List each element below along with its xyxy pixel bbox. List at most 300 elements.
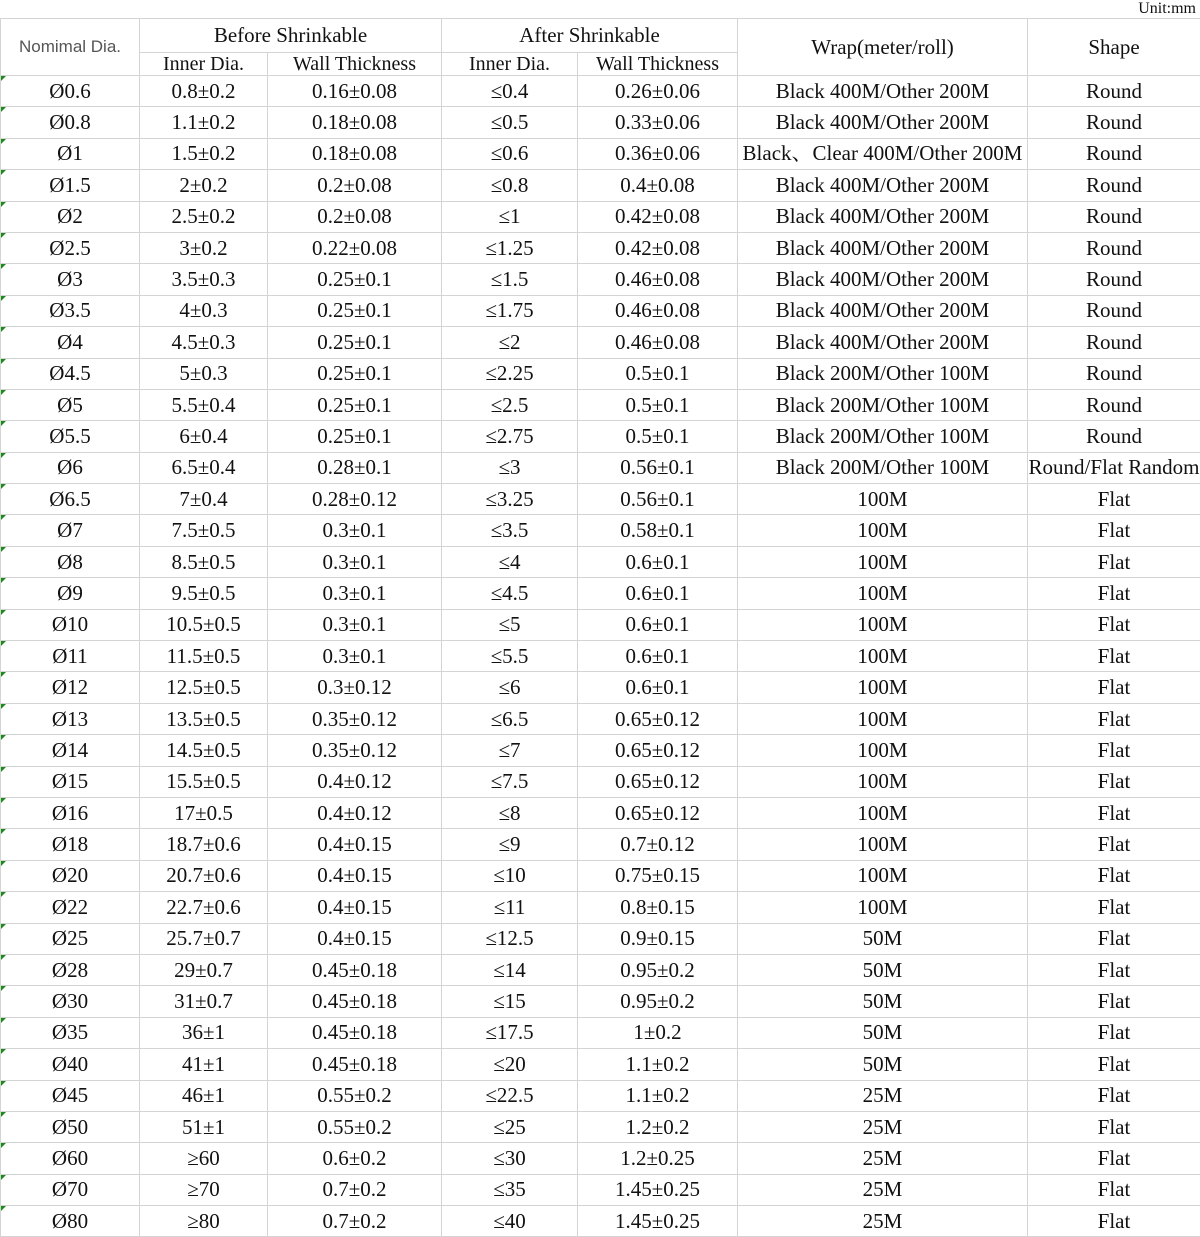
cell-wrap: 100M (738, 641, 1028, 672)
cell-wrap: Black、Clear 400M/Other 200M (738, 138, 1028, 169)
cell-before-inner-dia: ≥60 (140, 1143, 268, 1174)
cell-after-wall-thickness: 0.4±0.08 (578, 170, 738, 201)
cell-before-inner-dia: 10.5±0.5 (140, 609, 268, 640)
cell-nominal-dia (1, 766, 140, 797)
cell-marker-icon (1, 986, 6, 991)
cell-before-wall-thickness: 0.25±0.1 (268, 264, 442, 295)
cell-text: Ø14 (52, 738, 88, 762)
cell-before-wall-thickness: 0.3±0.1 (268, 641, 442, 672)
cell-after-inner-dia: ≤30 (442, 1143, 578, 1174)
cell-after-inner-dia: ≤6.5 (442, 703, 578, 734)
cell-before-inner-dia: ≥70 (140, 1174, 268, 1205)
cell-wrap: 50M (738, 986, 1028, 1017)
cell-shape: Flat (1028, 609, 1200, 640)
cell-nominal-dia (1, 484, 140, 515)
cell-nominal-dia (1, 138, 140, 169)
table-row (1, 923, 1200, 954)
cell-text: Ø22 (52, 895, 88, 919)
cell-before-wall-thickness: 0.45±0.18 (268, 1049, 442, 1080)
cell-nominal-dia (1, 954, 140, 985)
cell-shape: Round (1028, 264, 1200, 295)
cell-before-wall-thickness: 0.4±0.12 (268, 766, 442, 797)
cell-wrap: Black 400M/Other 200M (738, 76, 1028, 107)
cell-before-inner-dia: 5±0.3 (140, 358, 268, 389)
cell-wrap: Black 400M/Other 200M (738, 232, 1028, 263)
cell-shape: Round (1028, 201, 1200, 232)
cell-after-wall-thickness: 0.65±0.12 (578, 797, 738, 828)
cell-before-wall-thickness: 0.28±0.1 (268, 452, 442, 483)
cell-text: Ø2 (57, 204, 83, 228)
cell-after-wall-thickness: 0.33±0.06 (578, 107, 738, 138)
cell-before-wall-thickness: 0.7±0.2 (268, 1206, 442, 1237)
cell-wrap: 100M (738, 515, 1028, 546)
cell-text: Ø3.5 (49, 298, 90, 322)
cell-marker-icon (1, 798, 6, 803)
cell-before-inner-dia: 3.5±0.3 (140, 264, 268, 295)
cell-marker-icon (1, 170, 6, 175)
cell-wrap: 25M (738, 1174, 1028, 1205)
table-row (1, 389, 1200, 420)
cell-after-inner-dia: ≤14 (442, 954, 578, 985)
cell-after-inner-dia: ≤0.8 (442, 170, 578, 201)
cell-shape: Flat (1028, 484, 1200, 515)
cell-wrap: Black 400M/Other 200M (738, 264, 1028, 295)
table-row (1, 107, 1200, 138)
cell-after-wall-thickness: 0.36±0.06 (578, 138, 738, 169)
table-row (1, 672, 1200, 703)
cell-wrap: Black 200M/Other 100M (738, 421, 1028, 452)
cell-text: Ø25 (52, 926, 88, 950)
cell-shape: Flat (1028, 1080, 1200, 1111)
table-row (1, 735, 1200, 766)
table-row (1, 829, 1200, 860)
cell-marker-icon (1, 264, 6, 269)
cell-marker-icon (1, 453, 6, 458)
cell-text: Ø5.5 (49, 424, 90, 448)
cell-after-inner-dia: ≤1.5 (442, 264, 578, 295)
cell-after-inner-dia: ≤12.5 (442, 923, 578, 954)
cell-after-inner-dia: ≤9 (442, 829, 578, 860)
cell-after-inner-dia: ≤4.5 (442, 578, 578, 609)
cell-before-wall-thickness: 0.16±0.08 (268, 76, 442, 107)
cell-before-inner-dia: 1.1±0.2 (140, 107, 268, 138)
cell-marker-icon (1, 359, 6, 364)
cell-shape: Flat (1028, 578, 1200, 609)
cell-text: Ø28 (52, 958, 88, 982)
cell-after-inner-dia: ≤1.25 (442, 232, 578, 263)
cell-after-wall-thickness: 0.26±0.06 (578, 76, 738, 107)
table-row (1, 421, 1200, 452)
cell-after-wall-thickness: 1.45±0.25 (578, 1206, 738, 1237)
cell-text: Ø50 (52, 1115, 88, 1139)
cell-nominal-dia (1, 1143, 140, 1174)
cell-text: Ø80 (52, 1209, 88, 1233)
cell-before-wall-thickness: 0.18±0.08 (268, 138, 442, 169)
cell-after-wall-thickness: 0.56±0.1 (578, 452, 738, 483)
table-row (1, 515, 1200, 546)
cell-before-wall-thickness: 0.45±0.18 (268, 954, 442, 985)
cell-before-wall-thickness: 0.7±0.2 (268, 1174, 442, 1205)
cell-marker-icon (1, 1175, 6, 1180)
cell-after-inner-dia: ≤4 (442, 546, 578, 577)
cell-after-inner-dia: ≤20 (442, 1049, 578, 1080)
cell-wrap: 100M (738, 609, 1028, 640)
cell-marker-icon (1, 861, 6, 866)
cell-after-wall-thickness: 0.75±0.15 (578, 860, 738, 891)
cell-nominal-dia (1, 452, 140, 483)
cell-before-inner-dia: 20.7±0.6 (140, 860, 268, 891)
cell-marker-icon (1, 233, 6, 238)
table-row (1, 327, 1200, 358)
cell-text: Ø6.5 (49, 487, 90, 511)
cell-wrap: 50M (738, 1017, 1028, 1048)
table-row (1, 1174, 1200, 1205)
cell-shape: Round (1028, 138, 1200, 169)
cell-text: Ø35 (52, 1020, 88, 1044)
cell-nominal-dia (1, 829, 140, 860)
cell-before-inner-dia: 25.7±0.7 (140, 923, 268, 954)
cell-before-wall-thickness: 0.6±0.2 (268, 1143, 442, 1174)
cell-after-inner-dia: ≤2 (442, 327, 578, 358)
cell-marker-icon (1, 202, 6, 207)
cell-before-inner-dia: 9.5±0.5 (140, 578, 268, 609)
cell-before-wall-thickness: 0.3±0.12 (268, 672, 442, 703)
table-row (1, 138, 1200, 169)
cell-after-wall-thickness: 0.95±0.2 (578, 954, 738, 985)
cell-before-wall-thickness: 0.4±0.15 (268, 923, 442, 954)
table-row (1, 170, 1200, 201)
table-row (1, 484, 1200, 515)
cell-after-wall-thickness: 0.56±0.1 (578, 484, 738, 515)
table-row (1, 1143, 1200, 1174)
cell-marker-icon (1, 892, 6, 897)
cell-text: Ø10 (52, 612, 88, 636)
cell-nominal-dia (1, 295, 140, 326)
cell-wrap: 50M (738, 1049, 1028, 1080)
cell-nominal-dia (1, 892, 140, 923)
cell-after-wall-thickness: 0.6±0.1 (578, 609, 738, 640)
cell-after-inner-dia: ≤1.75 (442, 295, 578, 326)
cell-text: Ø9 (57, 581, 83, 605)
cell-marker-icon (1, 767, 6, 772)
cell-nominal-dia (1, 703, 140, 734)
cell-after-inner-dia: ≤5 (442, 609, 578, 640)
table-row (1, 1080, 1200, 1111)
cell-text: Ø13 (52, 707, 88, 731)
cell-text: Ø18 (52, 832, 88, 856)
cell-after-wall-thickness: 1±0.2 (578, 1017, 738, 1048)
cell-wrap: Black 400M/Other 200M (738, 170, 1028, 201)
cell-marker-icon (1, 1081, 6, 1086)
table-row (1, 358, 1200, 389)
header-row-top (1, 19, 1200, 53)
cell-wrap: 100M (738, 892, 1028, 923)
cell-after-wall-thickness: 0.5±0.1 (578, 421, 738, 452)
spec-table (0, 18, 1200, 1237)
cell-text: Ø40 (52, 1052, 88, 1076)
table-row (1, 76, 1200, 107)
cell-nominal-dia (1, 923, 140, 954)
cell-nominal-dia (1, 327, 140, 358)
cell-after-inner-dia: ≤2.75 (442, 421, 578, 452)
cell-shape: Round (1028, 76, 1200, 107)
cell-before-wall-thickness: 0.2±0.08 (268, 201, 442, 232)
cell-before-wall-thickness: 0.35±0.12 (268, 735, 442, 766)
cell-before-wall-thickness: 0.35±0.12 (268, 703, 442, 734)
cell-nominal-dia (1, 1111, 140, 1142)
cell-nominal-dia (1, 76, 140, 107)
table-row (1, 703, 1200, 734)
cell-before-inner-dia: 1.5±0.2 (140, 138, 268, 169)
cell-nominal-dia (1, 1080, 140, 1111)
cell-text: Ø1.5 (49, 173, 90, 197)
cell-shape: Round (1028, 170, 1200, 201)
cell-after-wall-thickness: 0.7±0.12 (578, 829, 738, 860)
cell-shape: Flat (1028, 860, 1200, 891)
cell-after-wall-thickness: 1.45±0.25 (578, 1174, 738, 1205)
cell-before-wall-thickness: 0.3±0.1 (268, 515, 442, 546)
cell-nominal-dia (1, 641, 140, 672)
cell-shape: Flat (1028, 829, 1200, 860)
cell-wrap: 100M (738, 829, 1028, 860)
cell-before-inner-dia: 13.5±0.5 (140, 703, 268, 734)
cell-before-inner-dia: 36±1 (140, 1017, 268, 1048)
cell-text: Ø0.8 (49, 110, 90, 134)
cell-before-wall-thickness: 0.25±0.1 (268, 295, 442, 326)
cell-nominal-dia (1, 1174, 140, 1205)
cell-nominal-dia (1, 578, 140, 609)
cell-before-wall-thickness: 0.4±0.15 (268, 860, 442, 891)
cell-wrap: Black 400M/Other 200M (738, 295, 1028, 326)
cell-shape: Flat (1028, 923, 1200, 954)
cell-after-inner-dia: ≤0.4 (442, 76, 578, 107)
cell-before-inner-dia: 3±0.2 (140, 232, 268, 263)
cell-shape: Round (1028, 389, 1200, 420)
table-row (1, 954, 1200, 985)
cell-after-wall-thickness: 0.6±0.1 (578, 546, 738, 577)
cell-shape: Round (1028, 421, 1200, 452)
cell-marker-icon (1, 515, 6, 520)
cell-shape: Flat (1028, 1174, 1200, 1205)
cell-wrap: 100M (738, 735, 1028, 766)
cell-before-inner-dia: 29±0.7 (140, 954, 268, 985)
cell-before-inner-dia: 2±0.2 (140, 170, 268, 201)
cell-before-wall-thickness: 0.25±0.1 (268, 389, 442, 420)
cell-after-wall-thickness: 0.6±0.1 (578, 578, 738, 609)
cell-before-wall-thickness: 0.2±0.08 (268, 170, 442, 201)
cell-text: Ø20 (52, 863, 88, 887)
cell-wrap: 100M (738, 797, 1028, 828)
cell-shape: Round (1028, 107, 1200, 138)
cell-before-inner-dia: 0.8±0.2 (140, 76, 268, 107)
cell-nominal-dia (1, 264, 140, 295)
cell-marker-icon (1, 76, 6, 81)
cell-nominal-dia (1, 389, 140, 420)
cell-marker-icon (1, 1112, 6, 1117)
cell-before-wall-thickness: 0.25±0.1 (268, 421, 442, 452)
cell-after-inner-dia: ≤7 (442, 735, 578, 766)
cell-nominal-dia (1, 107, 140, 138)
cell-marker-icon (1, 139, 6, 144)
cell-text: Ø8 (57, 550, 83, 574)
cell-after-wall-thickness: 0.65±0.12 (578, 766, 738, 797)
header-after-wall-thickness: Wall Thickness (578, 53, 738, 76)
cell-shape: Flat (1028, 703, 1200, 734)
header-before-wall-thickness: Wall Thickness (268, 53, 442, 76)
cell-text: Ø16 (52, 801, 88, 825)
cell-shape: Flat (1028, 892, 1200, 923)
spec-table-body (1, 76, 1200, 1237)
cell-before-wall-thickness: 0.45±0.18 (268, 1017, 442, 1048)
cell-marker-icon (1, 1049, 6, 1054)
cell-marker-icon (1, 1206, 6, 1211)
table-row (1, 546, 1200, 577)
header-before-shrinkable: Before Shrinkable (140, 19, 442, 53)
header-shape: Shape (1028, 19, 1200, 76)
cell-before-inner-dia: 41±1 (140, 1049, 268, 1080)
cell-after-wall-thickness: 0.6±0.1 (578, 672, 738, 703)
table-row (1, 860, 1200, 891)
cell-wrap: 50M (738, 923, 1028, 954)
cell-before-inner-dia: 12.5±0.5 (140, 672, 268, 703)
cell-shape: Round (1028, 358, 1200, 389)
cell-nominal-dia (1, 546, 140, 577)
cell-after-wall-thickness: 0.65±0.12 (578, 703, 738, 734)
cell-before-wall-thickness: 0.28±0.12 (268, 484, 442, 515)
cell-text: Ø60 (52, 1146, 88, 1170)
cell-shape: Flat (1028, 735, 1200, 766)
cell-wrap: 100M (738, 860, 1028, 891)
cell-nominal-dia (1, 1017, 140, 1048)
cell-after-inner-dia: ≤0.6 (442, 138, 578, 169)
cell-text: Ø2.5 (49, 236, 90, 260)
cell-text: Ø30 (52, 989, 88, 1013)
cell-before-wall-thickness: 0.4±0.15 (268, 829, 442, 860)
cell-after-wall-thickness: 1.2±0.25 (578, 1143, 738, 1174)
cell-after-inner-dia: ≤2.25 (442, 358, 578, 389)
cell-after-inner-dia: ≤25 (442, 1111, 578, 1142)
cell-wrap: 50M (738, 954, 1028, 985)
cell-text: Ø4.5 (49, 361, 90, 385)
cell-wrap: Black 400M/Other 200M (738, 327, 1028, 358)
cell-before-inner-dia: ≥80 (140, 1206, 268, 1237)
cell-shape: Flat (1028, 1017, 1200, 1048)
cell-before-wall-thickness: 0.4±0.15 (268, 892, 442, 923)
cell-after-inner-dia: ≤22.5 (442, 1080, 578, 1111)
cell-wrap: 100M (738, 766, 1028, 797)
cell-before-inner-dia: 6±0.4 (140, 421, 268, 452)
cell-wrap: 100M (738, 578, 1028, 609)
cell-wrap: 100M (738, 672, 1028, 703)
cell-marker-icon (1, 955, 6, 960)
cell-shape: Flat (1028, 1049, 1200, 1080)
cell-before-inner-dia: 31±0.7 (140, 986, 268, 1017)
cell-before-inner-dia: 4.5±0.3 (140, 327, 268, 358)
cell-marker-icon (1, 421, 6, 426)
cell-after-wall-thickness: 0.95±0.2 (578, 986, 738, 1017)
cell-before-wall-thickness: 0.3±0.1 (268, 546, 442, 577)
header-after-shrinkable: After Shrinkable (442, 19, 738, 53)
cell-after-inner-dia: ≤3.5 (442, 515, 578, 546)
cell-after-inner-dia: ≤2.5 (442, 389, 578, 420)
cell-before-wall-thickness: 0.55±0.2 (268, 1080, 442, 1111)
table-row (1, 452, 1200, 483)
cell-shape: Round (1028, 327, 1200, 358)
cell-marker-icon (1, 1018, 6, 1023)
cell-after-wall-thickness: 0.9±0.15 (578, 923, 738, 954)
cell-nominal-dia (1, 609, 140, 640)
cell-shape: Flat (1028, 1206, 1200, 1237)
cell-shape: Flat (1028, 1143, 1200, 1174)
cell-shape: Round (1028, 232, 1200, 263)
cell-text: Ø11 (52, 644, 87, 668)
table-row (1, 1111, 1200, 1142)
cell-wrap: Black 400M/Other 200M (738, 201, 1028, 232)
cell-marker-icon (1, 547, 6, 552)
cell-text: Ø15 (52, 769, 88, 793)
cell-nominal-dia (1, 515, 140, 546)
cell-before-inner-dia: 2.5±0.2 (140, 201, 268, 232)
cell-before-inner-dia: 8.5±0.5 (140, 546, 268, 577)
unit-label: Unit:mm (1138, 0, 1196, 18)
header-after-inner-dia: Inner Dia. (442, 53, 578, 76)
cell-after-inner-dia: ≤11 (442, 892, 578, 923)
cell-nominal-dia (1, 1206, 140, 1237)
cell-text: Ø70 (52, 1177, 88, 1201)
cell-nominal-dia (1, 232, 140, 263)
cell-nominal-dia (1, 986, 140, 1017)
cell-marker-icon (1, 610, 6, 615)
cell-before-wall-thickness: 0.55±0.2 (268, 1111, 442, 1142)
table-row (1, 1206, 1200, 1237)
table-row (1, 201, 1200, 232)
cell-nominal-dia (1, 672, 140, 703)
cell-nominal-dia (1, 201, 140, 232)
cell-before-inner-dia: 7±0.4 (140, 484, 268, 515)
cell-before-inner-dia: 6.5±0.4 (140, 452, 268, 483)
cell-nominal-dia (1, 797, 140, 828)
cell-marker-icon (1, 641, 6, 646)
cell-wrap: 25M (738, 1111, 1028, 1142)
cell-wrap: Black 200M/Other 100M (738, 358, 1028, 389)
cell-after-inner-dia: ≤17.5 (442, 1017, 578, 1048)
cell-text: Ø4 (57, 330, 83, 354)
table-row (1, 641, 1200, 672)
table-row (1, 766, 1200, 797)
header-before-inner-dia: Inner Dia. (140, 53, 268, 76)
cell-text: Ø0.6 (49, 79, 90, 103)
cell-marker-icon (1, 924, 6, 929)
cell-wrap: Black 400M/Other 200M (738, 107, 1028, 138)
cell-after-inner-dia: ≤10 (442, 860, 578, 891)
cell-before-inner-dia: 18.7±0.6 (140, 829, 268, 860)
cell-after-wall-thickness: 0.65±0.12 (578, 735, 738, 766)
cell-before-inner-dia: 15.5±0.5 (140, 766, 268, 797)
cell-after-wall-thickness: 0.8±0.15 (578, 892, 738, 923)
cell-shape: Flat (1028, 546, 1200, 577)
table-row (1, 986, 1200, 1017)
cell-before-inner-dia: 22.7±0.6 (140, 892, 268, 923)
cell-before-wall-thickness: 0.3±0.1 (268, 578, 442, 609)
table-row (1, 264, 1200, 295)
cell-after-inner-dia: ≤40 (442, 1206, 578, 1237)
table-row (1, 578, 1200, 609)
cell-after-inner-dia: ≤7.5 (442, 766, 578, 797)
cell-after-inner-dia: ≤35 (442, 1174, 578, 1205)
cell-marker-icon (1, 735, 6, 740)
cell-wrap: 100M (738, 484, 1028, 515)
cell-marker-icon (1, 672, 6, 677)
